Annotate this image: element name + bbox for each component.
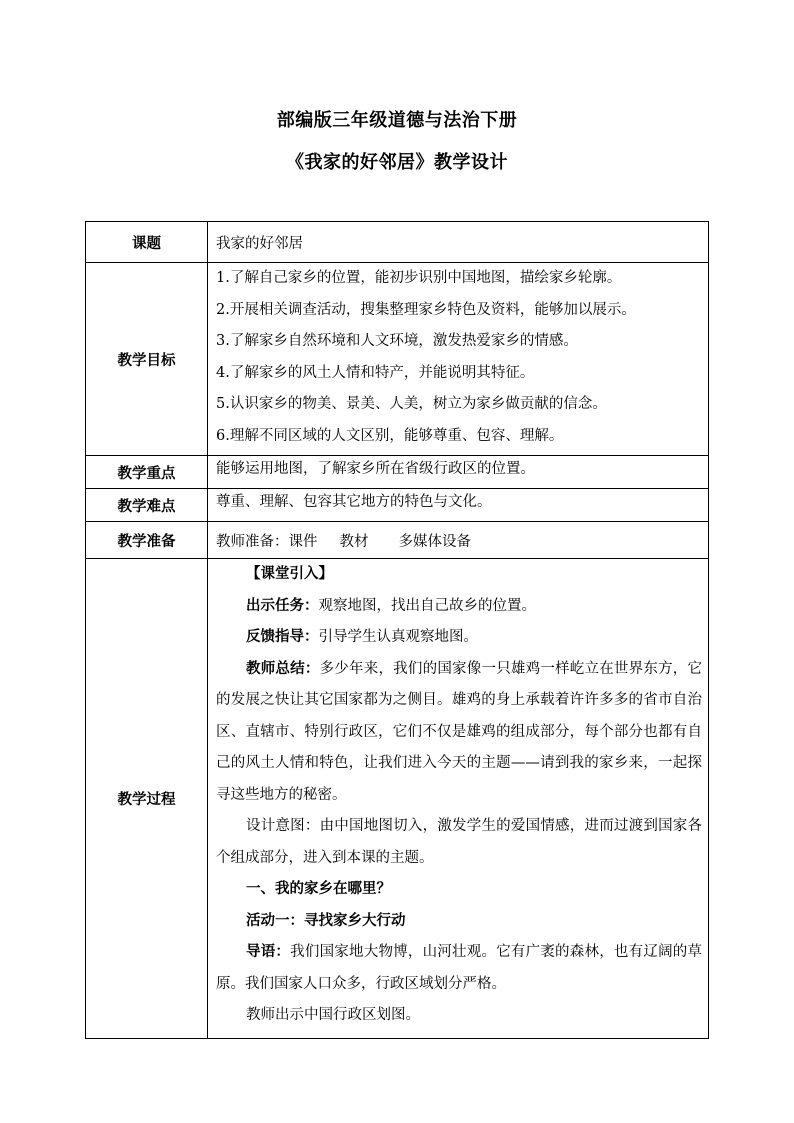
objectives-list [208,263,709,456]
table-row-key-points [86,456,709,489]
difficulties-text: 尊重、理解、包容其它地方的特色与文化。 [216,494,492,510]
table-row-topic [86,222,709,263]
table-row-process [86,559,709,1039]
teacher-show-paragraph: 教师出示中国行政区划图。 [246,1007,420,1023]
design-intent-paragraph: 设计意图：由中国地图切入，激发学生的爱国情感，进而过渡到国家各个组成部分，进入到本课的主题。 [216,818,702,866]
task-paragraph: 出示任务：观察地图，找出自己故乡的位置。 [246,597,536,614]
objective-item: 2.开展相关调查活动，搜集整理家乡特色及资料，能够加以展示。 [216,301,636,318]
objective-item: 5.认识家乡的物美、景美、人美，树立为家乡做贡献的信念。 [216,396,607,412]
difficulties-value [208,489,709,522]
key-points-text: 能够运用地图，了解家乡所在省级行政区的位置。 [216,461,535,477]
lesson-plan-table [85,221,709,1039]
summary-paragraph: 教师总结：多少年来，我们的国家像一只雄鸡一样屹立在世界东方，它的发展之快让其它国家都为之侧目。雄鸡的身上承载着许许多多的省市自治区、直辖市、特别行政区，它们不仅是雄鸡的组成部分，每个部分也都有自己的风土人情和特色，让我们进入今天的主题——请到我的家乡来，一起探寻这些地方的秘密。 [216,660,703,803]
guide-paragraph: 导语：我们国家地大物博，山河壮观。它有广袤的森林，也有辽阔的草原。我们国家人口众多，行政区域划分严格。 [216,944,703,992]
key-points-value [208,456,709,489]
process-label: 教学过程 [86,559,208,1039]
preparation-value [208,522,709,559]
key-points-label: 教学重点 [86,456,208,489]
topic-label: 课题 [86,222,208,263]
objectives-label: 教学目标 [86,263,208,456]
intro-heading: 【课堂引入】 [246,566,333,582]
preparation-label: 教学准备 [86,522,208,559]
document-title: 部编版三年级道德与法治下册 [276,110,518,131]
preparation-prefix: 教师准备：课件 [216,533,318,550]
difficulties-label: 教学难点 [86,489,208,522]
document-subtitle: 《我家的好邻居》教学设计 [286,152,508,173]
section1-heading: 一、我的家乡在哪里？ [246,881,391,897]
process-content [208,559,709,1039]
objective-item: 1.了解自己家乡的位置，能初步识别中国地图，描绘家乡轮廓。 [216,270,622,286]
feedback-paragraph: 反馈指导：引导学生认真观察地图。 [246,629,478,645]
preparation-item2: 教材 [339,533,369,550]
objective-item: 6.理解不同区域的人文区别，能够尊重、包容、理解。 [216,427,564,444]
objective-item: 3.了解家乡自然环境和人文环境，激发热爱家乡的情感。 [216,333,578,349]
table-row-preparation [86,522,709,559]
objective-item: 4.了解家乡的风土人情和特产，并能说明其特征。 [216,364,535,381]
preparation-item3: 多媒体设备 [398,533,471,550]
topic-value: 我家的好邻居 [208,222,709,263]
table-row-difficulties [86,489,709,522]
table-row-objectives [86,263,709,456]
activity1-heading: 活动一：寻找家乡大行动 [246,912,406,929]
